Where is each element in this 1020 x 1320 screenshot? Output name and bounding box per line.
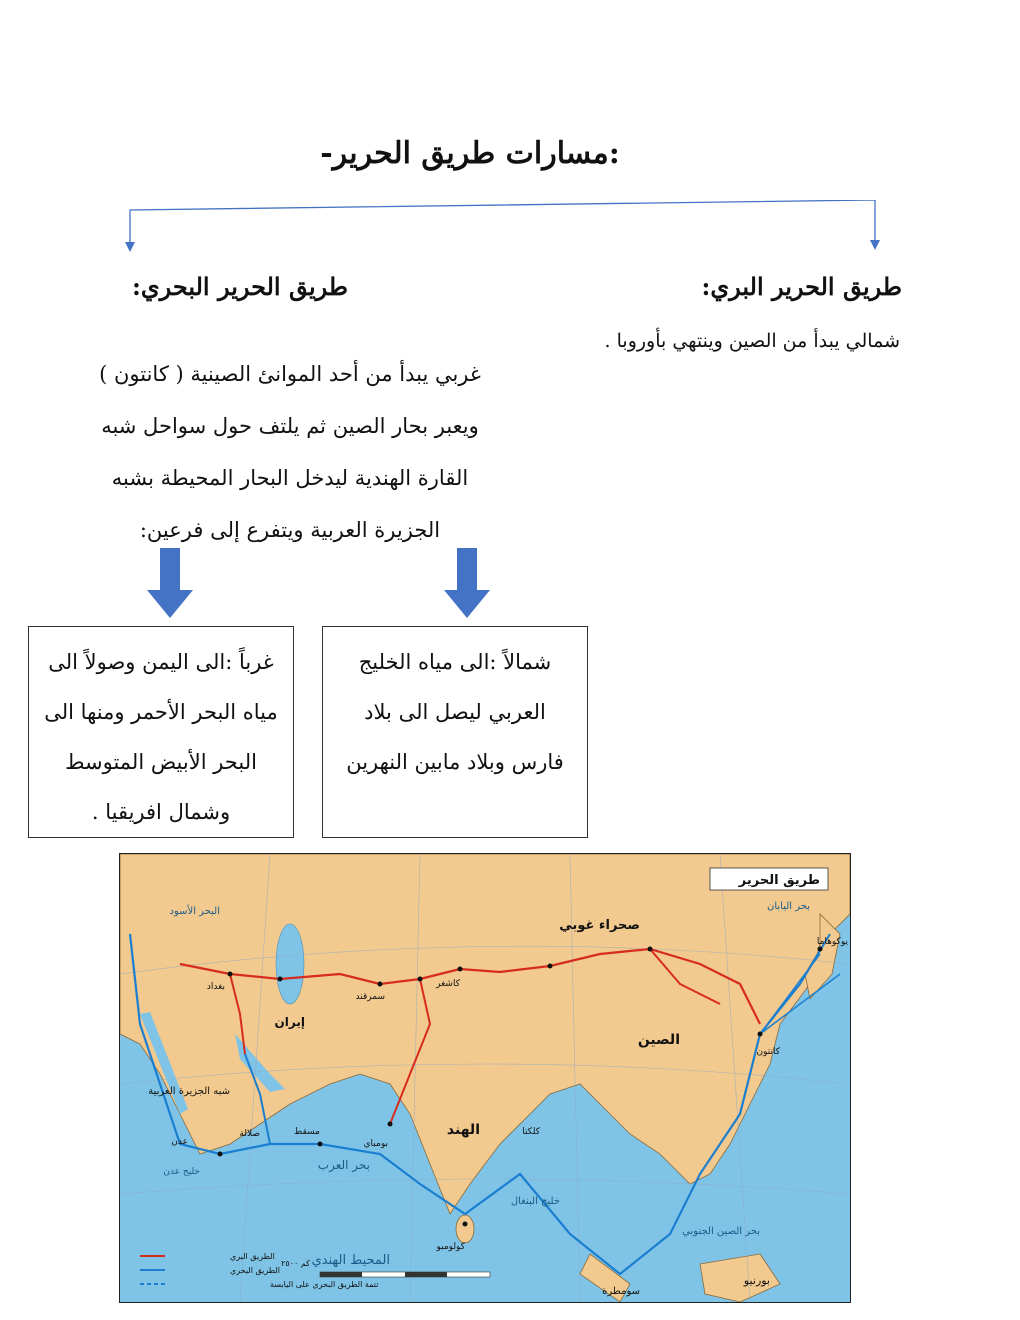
arrow-right-icon	[870, 240, 880, 250]
label-iran: إيران	[274, 1015, 305, 1029]
legend-continuation: تتمة الطريق البحري على اليابسة	[270, 1280, 379, 1289]
bracket-connector	[120, 200, 890, 260]
label-borneo: بورنيو	[743, 1274, 770, 1287]
sea-route-description: غربي يبدأ من أحد الموانئ الصينية ( كانتون ) ويعبر بحار الصين ثم يلتف حول سواحل شبه القارة الهندية ليدخل البحار المحيطة بشبه الجزيرة العربية ويتفرع إلى فرعين:	[99, 362, 481, 542]
label-salalah: صلالة	[239, 1129, 260, 1139]
page-title: :مسارات طريق الحرير-	[320, 136, 620, 171]
label-india: الهند	[446, 1122, 480, 1138]
label-aden-city: عدن	[171, 1137, 188, 1147]
sea-route-heading: طريق الحرير البحري:	[132, 272, 348, 301]
legend-sea: الطريق البحري	[230, 1266, 280, 1275]
label-calcutta: كلكتا	[522, 1127, 540, 1137]
sri-lanka-island	[456, 1215, 474, 1243]
label-colombo: كولومبو	[436, 1242, 465, 1252]
label-sumatra: سومطرة	[602, 1286, 640, 1297]
north-branch-box: شمالاً :الى مياه الخليج العربي ليصل الى بلاد فارس وبلاد مابين النهرين	[322, 626, 588, 838]
label-black-sea: البحر الأسود	[169, 906, 220, 917]
down-arrow-icon	[442, 548, 492, 620]
arrow-left-icon	[125, 242, 135, 252]
label-aden: خليج عدن	[163, 1167, 200, 1177]
label-samarkand: سمرقند	[355, 992, 385, 1002]
label-japan-sea: بحر اليابان	[767, 901, 810, 912]
label-china: الصين	[637, 1032, 680, 1048]
label-bombay: بومباي	[363, 1139, 388, 1149]
label-canton: كانتون	[756, 1047, 780, 1057]
caspian-sea	[276, 924, 304, 1004]
label-arabian-sea: بحر العرب	[317, 1158, 370, 1172]
legend-land: الطريق البري	[230, 1252, 275, 1261]
label-indian-ocean: المحيط الهندي	[311, 1253, 390, 1268]
down-arrow-icon	[145, 548, 195, 620]
label-bengal: خليج البنغال	[510, 1196, 560, 1207]
silk-road-map	[119, 853, 851, 1303]
label-arabia: شبه الجزيرة العربية	[148, 1086, 230, 1097]
label-south-china-sea: بحر الصين الجنوبي	[682, 1226, 760, 1237]
scale-label: كم ٢٥٠٠	[281, 1259, 310, 1268]
land-route-description: شمالي يبدأ من الصين وينتهي بأوروبا .	[604, 330, 900, 352]
map-title: طريق الحرير	[738, 873, 820, 888]
label-kashgar: كاشغر	[436, 979, 460, 989]
label-baghdad: بغداد	[206, 982, 225, 992]
land-route-heading: طريق الحرير البري:	[701, 272, 902, 301]
label-gobi: صحراء غوبي	[559, 918, 640, 933]
west-branch-box: غرباً :الى اليمن وصولاً الى مياه البحر الأحمر ومنها الى البحر الأبيض المتوسط وشمال افريقيا .	[28, 626, 294, 838]
label-yokohama: يوكوهاما	[816, 937, 848, 947]
label-muscat: مسقط	[294, 1127, 320, 1137]
